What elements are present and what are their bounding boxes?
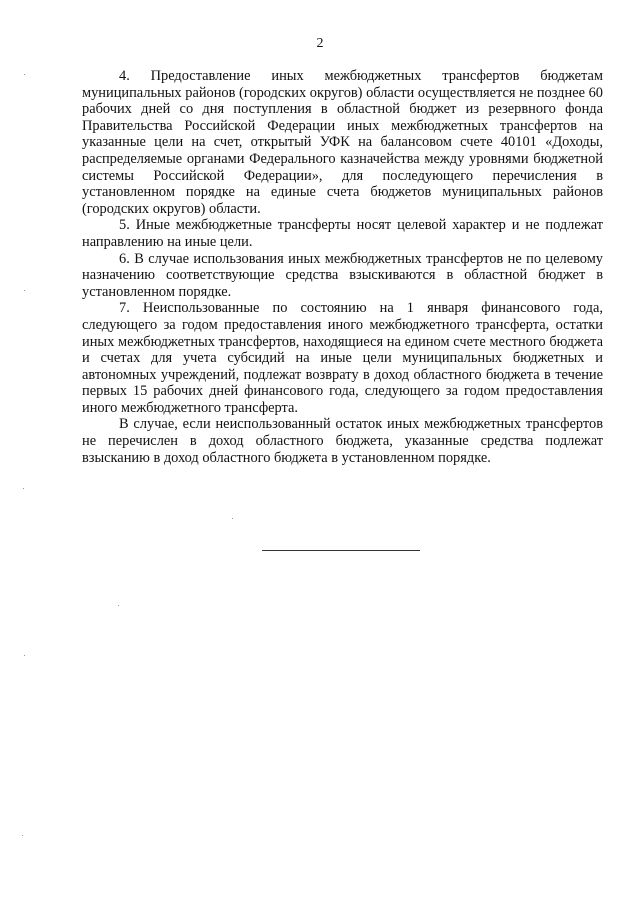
paragraph-5: 5. Иные межбюджетные трансферты носят целевой характер и не подлежат направлению на иные цели. <box>82 217 603 250</box>
page-number: 2 <box>316 36 324 51</box>
paragraph-7-continuation: В случае, если неиспользованный остаток иных межбюджетных трансфертов не перечислен в доход областного бюджета, указанные средства подлежат взысканию в доход областного бюджета в установленном порядке. <box>82 416 603 466</box>
scan-speck <box>24 74 25 75</box>
scan-speck <box>24 290 25 291</box>
scan-speck <box>118 605 119 606</box>
end-divider-line <box>262 550 420 551</box>
scan-speck <box>23 488 24 489</box>
scan-speck <box>24 655 25 656</box>
paragraph-6: 6. В случае использования иных межбюджетных трансфертов не по целевому назначению соответствующие средства взыскиваются в областной бюджет в установленном порядке. <box>82 250 603 300</box>
document-body <box>82 68 603 466</box>
scan-speck <box>232 518 233 519</box>
scan-speck <box>22 835 23 836</box>
paragraph-4: 4. Предоставление иных межбюджетных трансфертов бюджетам муниципальных районов (городских округов) области осуществляется не позднее 60 рабочих дней со дня поступления в областной бюджет из резервного фонда Правительства Российской Федерации иных межбюджетных трансфертов на указанные цели на счет, открытый УФК на балансовом счете 40101 «Доходы, распределяемые органами Федерального казначейства между уровнями бюджетной системы Российской Федерации», для последующего перечисления в установленном порядке на единые счета бюджетов муниципальных районов (городских округов) области. <box>82 68 603 217</box>
paragraph-7: 7. Неиспользованные по состоянию на 1 января финансового года, следующего за годом предоставления иного межбюджетного трансферта, остатки иных межбюджетных трансфертов, находящиеся на едином счете местного бюджета и счетах для учета субсидий на иные цели муниципальных бюджетных и автономных учреждений, подлежат возврату в доход областного бюджета в течение первых 15 рабочих дней финансового года, следующего за годом предоставления иного межбюджетного трансферта. <box>82 300 603 416</box>
